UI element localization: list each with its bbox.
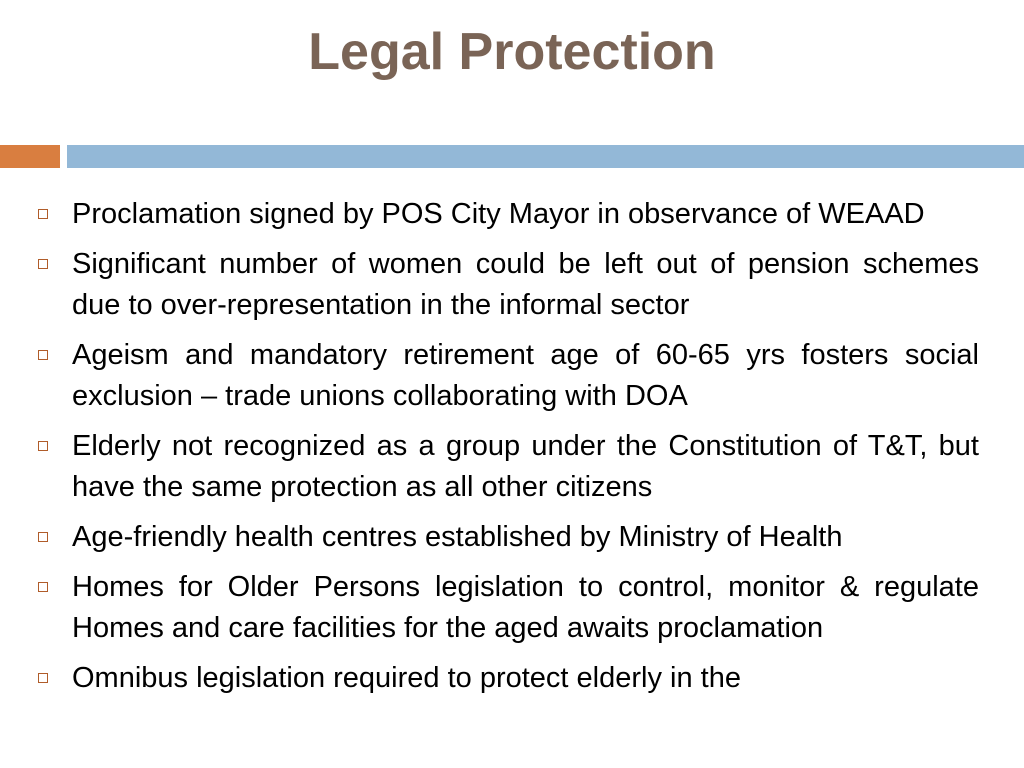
- bullet-text: Elderly not recognized as a group under the Constitution of T&T, but have the same protection as all other citizens: [72, 430, 979, 503]
- bullet-text: Homes for Older Persons legislation to control, monitor & regulate Homes and care facilities for the aged awaits proclamation: [72, 571, 979, 644]
- bullet-text: Age-friendly health centres established by Ministry of Health: [72, 521, 843, 553]
- hollow-square-bullet-icon: [38, 673, 48, 683]
- bullet-item: [0, 194, 979, 235]
- bullet-text: Ageism and mandatory retirement age of 60-65 yrs fosters social exclusion – trade unions collaborating with DOA: [72, 339, 979, 412]
- hollow-square-bullet-icon: [38, 259, 48, 269]
- bullet-item: [0, 244, 979, 326]
- hollow-square-bullet-icon: [38, 532, 48, 542]
- accent-bar-blue: [67, 145, 1024, 168]
- hollow-square-bullet-icon: [38, 582, 48, 592]
- accent-bar-orange: [0, 145, 60, 168]
- bullet-list: [0, 194, 1024, 708]
- hollow-square-bullet-icon: [38, 441, 48, 451]
- slide-title: Legal Protection: [308, 23, 716, 81]
- hollow-square-bullet-icon: [38, 209, 48, 219]
- hollow-square-bullet-icon: [38, 350, 48, 360]
- bullet-text: Omnibus legislation required to protect elderly in the: [72, 662, 741, 694]
- bullet-text: Proclamation signed by POS City Mayor in observance of WEAAD: [72, 198, 925, 230]
- bullet-item: [0, 567, 979, 649]
- bullet-item: [0, 517, 979, 558]
- bullet-item: [0, 335, 979, 417]
- bullet-item: [0, 658, 979, 699]
- bullet-text: Significant number of women could be left out of pension schemes due to over-representation in the informal sector: [72, 248, 979, 321]
- bullet-item: [0, 426, 979, 508]
